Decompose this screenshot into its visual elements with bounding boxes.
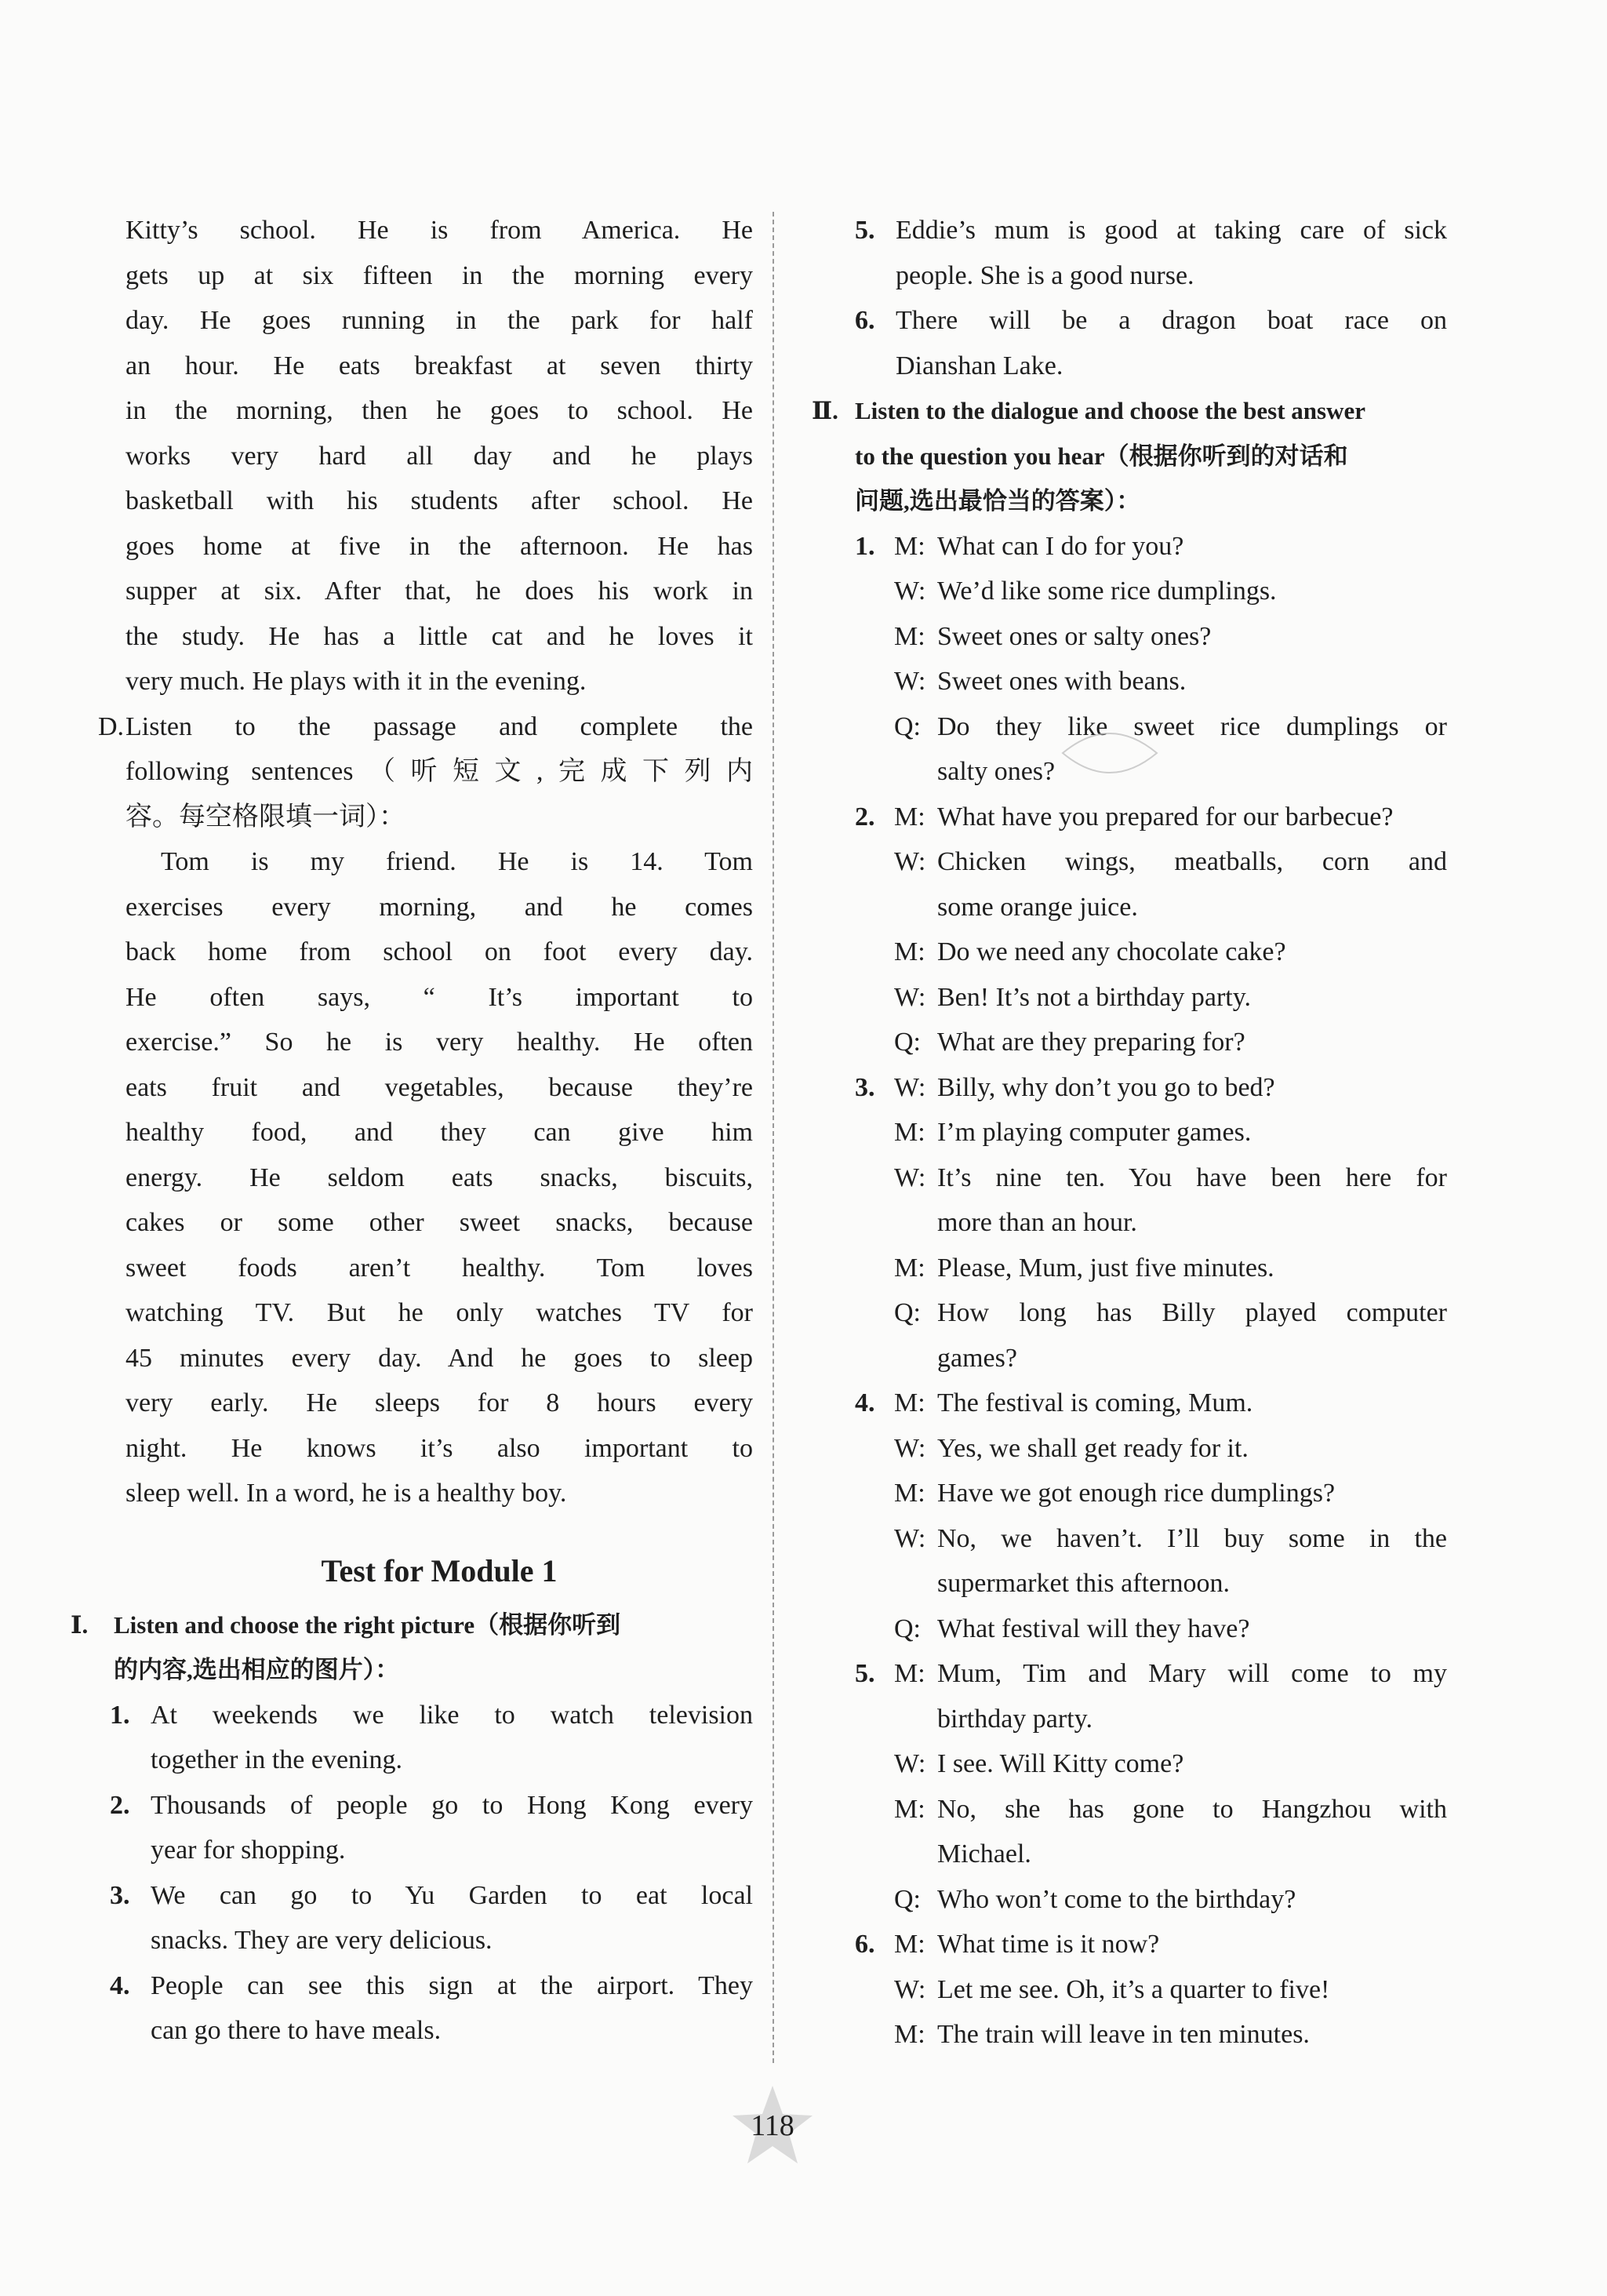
passage-line: cakes or some other sweet snacks, because [125,1208,753,1237]
dialogue-text [894,569,1447,614]
dialogue-text [894,1741,1447,1787]
question-number: 3. [110,1880,130,1910]
passage-line: day. He goes running in the park for half [125,306,753,335]
speaker-label: Q: [894,1614,921,1643]
dialogue-text-line: No, we haven’t. I’ll buy some in the [937,1523,1447,1553]
speaker-label: M: [894,621,925,651]
passage-line: Kitty’s school. He is from America. He [125,216,753,245]
stamp-mark [1055,710,1165,796]
heading-line: Listen to the dialogue and choose the best answer [855,397,1366,424]
dialogue-text-line: No, she has gone to Hangzhou with [937,1794,1447,1824]
dialogue-text [894,839,1447,930]
dialogue-text-line: Please, Mum, just five minutes. [937,1253,1274,1283]
passage-line: the study. He has a little cat and he loves it [125,621,753,651]
dialogue-line [855,1065,1447,1111]
dialogue-line [855,1246,1447,1291]
section-number: Ⅰ. [71,1610,89,1639]
passage-line: gets up at six fifteen in the morning every [125,260,753,290]
dialogue-text-line: We’d like some rice dumplings. [937,577,1277,606]
question-line: Thousands of people go to Hong Kong every [151,1790,753,1820]
dialogue-block [855,1922,1447,2058]
dialogue-text-line: Sweet ones with beans. [937,667,1187,696]
question-item [110,1693,753,1783]
dialogue-line [855,569,1447,614]
dialogue-text-line: What can I do for you? [937,531,1184,561]
dialogue-block [855,795,1447,1065]
question-item [110,1783,753,1873]
dialogue-text-line: The festival is coming, Mum. [937,1388,1253,1417]
dialogue-text-line: more than an hour. [937,1208,1137,1237]
speaker-label: M: [894,531,925,561]
passage-line: in the morning, then he goes to school. He [125,396,753,425]
passage-line: supper at six. After that, he does his work in [125,577,753,606]
passage-line: He often says, “ It’s important to [125,982,753,1012]
speaker-label: W: [894,1072,926,1102]
speaker-label: M: [894,1794,925,1824]
dialogue-line [855,1787,1447,1877]
speaker-label: W: [894,1749,926,1778]
speaker-label: W: [894,982,926,1012]
dialogue-line [855,1471,1447,1516]
passage-line: Tom is my friend. He is 14. Tom [161,847,753,876]
speaker-label: M: [894,1930,925,1959]
part1-items [110,1693,753,2054]
dialogue-line [855,975,1447,1021]
speaker-label: M: [894,1388,925,1417]
heading-line: to the question you hear（根据你听到的对话和 [855,442,1348,470]
question-line: can go there to have meals. [151,2016,442,2045]
dialogue-text-line: What have you prepared for our barbecue? [937,802,1394,831]
question-line: There will be a dragon boat race on [896,306,1447,335]
dialogue-block [855,1381,1447,1651]
speaker-label: M: [894,1118,925,1147]
question-line: At weekends we like to watch television [151,1700,753,1730]
speaker-label: M: [894,2020,925,2049]
dialogue-text [894,2012,1447,2058]
dialogue-line [855,1967,1447,2013]
passage-line: exercise.” So he is very healthy. He often [125,1028,753,1057]
part1-continued-items [855,208,1447,388]
passage-line: works very hard all day and he plays [125,441,753,471]
dialogue-text-line: Chicken wings, meatballs, corn and [937,847,1447,876]
passage-line: 45 minutes every day. And he goes to sleep [125,1343,753,1373]
speaker-label: W: [894,1163,926,1192]
passage-line: very early. He sleeps for 8 hours every [125,1388,753,1417]
dialogue-line [855,1741,1447,1787]
question-item [110,1963,753,2054]
dialogue-text [894,704,1447,795]
speaker-label: M: [894,1659,925,1688]
speaker-label: M: [894,802,925,831]
instruction-line: following sentences（听短文,完成下列内 [125,757,753,786]
dialogue-text-line: Who won’t come to the birthday? [937,1884,1296,1914]
page-number: 118 [751,2109,794,2142]
question-line: together in the evening. [151,1745,403,1774]
page-number-badge [729,2083,816,2169]
dialogue-text-line: I’m playing computer games. [937,1118,1252,1147]
dialogue-text-line: The train will leave in ten minutes. [937,2020,1310,2049]
speaker-label: M: [894,937,925,966]
instruction-line: 容。每空格限填一词）： [125,802,405,831]
speaker-label: Q: [894,1028,921,1057]
dialogue-block [855,1651,1447,1922]
passage-line: back home from school on foot every day. [125,937,753,966]
question-number: 2. [110,1790,130,1820]
section-d [98,704,753,1516]
passage-line: eats fruit and vegetables, because they’re [125,1072,753,1102]
dialogue-text [894,659,1447,704]
section-heading [71,1603,753,1693]
question-number: 1. [110,1700,130,1730]
speaker-label: Q: [894,1298,921,1327]
dialogue-text-line: Do we need any chocolate cake? [937,937,1286,966]
right-column [812,208,1447,2058]
dialogue-line [855,1877,1447,1923]
heading-line: Listen and choose the right picture（根据你听到 [114,1610,621,1639]
dialogue-text-line: supermarket this afternoon. [937,1569,1230,1598]
dialogue-text [894,1877,1447,1923]
dialogue-text [894,1787,1447,1877]
dialogue-text [894,1110,1447,1155]
dialogue-text-line: Let me see. Oh, it’s a quarter to five! [937,1974,1330,2004]
dialogue-text-line: birthday party. [937,1704,1093,1734]
dialogue-text-line: What festival will they have? [937,1614,1250,1643]
left-column [71,208,753,2054]
dialogue-number: 1. [855,531,875,561]
dialogue-text-line: What are they preparing for? [937,1028,1245,1057]
dialogue-text [894,1020,1447,1065]
question-number: 6. [855,306,875,335]
dialogue-line [855,1155,1447,1246]
part2-heading [812,388,1447,524]
dialogue-text [894,1246,1447,1291]
passage-line: healthy food, and they can give him [125,1118,753,1147]
question-number: 4. [110,1970,130,2000]
dialogue-number: 5. [855,1659,875,1688]
dialogue-text-line: Ben! It’s not a birthday party. [937,982,1252,1012]
dialogue-line [855,930,1447,975]
dialogue-text-line: Mum, Tim and Mary will come to my [937,1659,1447,1688]
dialogue-line [855,1922,1447,1967]
dialogue-line [855,1651,1447,1741]
section-heading [812,388,1447,524]
question-line: People can see this sign at the airport. They [151,1970,753,2000]
dialogue-text-line: some orange juice. [937,892,1138,922]
dialogue-text-line: games? [937,1343,1017,1373]
question-number: 5. [855,216,875,245]
dialogue-line [855,1606,1447,1652]
question-line: We can go to Yu Garden to eat local [151,1880,753,1910]
dialogue-text-line: What time is it now? [937,1930,1160,1959]
dialogue-text-line: Michael. [937,1839,1031,1868]
dialogue-number: 3. [855,1072,875,1102]
passage-line: goes home at five in the afternoon. He has [125,531,753,561]
dialogue-text [894,1606,1447,1652]
dialogue-text-line: How long has Billy played computer [937,1298,1447,1327]
column-divider [773,212,774,2063]
passage-line: very much. He plays with it in the evening. [125,667,587,696]
dialogue-text-line: Sweet ones or salty ones? [937,621,1212,651]
dialogue-text [894,795,1447,840]
passage-line: an hour. He eats breakfast at seven thirty [125,351,753,380]
test-title: Test for Module 1 [321,1552,558,1588]
question-item [855,208,1447,298]
passage-line: watching TV. But he only watches TV for [125,1298,753,1327]
speaker-label: W: [894,1974,926,2004]
question-line: people. She is a good nurse. [896,260,1194,290]
speaker-label: W: [894,847,926,876]
dialogue-text [894,930,1447,975]
section-number: Ⅱ. [812,397,838,424]
heading-line: 问题,选出最恰当的答案）： [855,487,1141,515]
speaker-label: W: [894,1433,926,1463]
passage-c [125,208,753,704]
dialogue-text [894,1155,1447,1246]
passage-line: night. He knows it’s also important to [125,1433,753,1463]
speaker-label: W: [894,667,926,696]
dialogue-line [855,1110,1447,1155]
dialogue-text [894,1651,1447,1741]
dialogue-text-line: Do they like sweet rice dumplings or [937,711,1447,741]
dialogue-number: 4. [855,1388,875,1417]
dialogue-text-line: salty ones? [937,757,1056,786]
speaker-label: M: [894,1253,925,1283]
dialogue-text [894,975,1447,1021]
dialogue-line [855,614,1447,660]
dialogue-text [894,614,1447,660]
part1-heading [71,1603,753,1693]
dialogue-text-line: I see. Will Kitty come? [937,1749,1184,1778]
dialogue-line [855,1516,1447,1606]
dialogue-line [855,1290,1447,1381]
question-line: Dianshan Lake. [896,351,1063,380]
question-item [110,1873,753,1963]
dialogue-text [894,1471,1447,1516]
passage-line: sweet foods aren’t healthy. Tom loves [125,1253,753,1283]
speaker-label: Q: [894,1884,921,1914]
speaker-label: W: [894,577,926,606]
heading-line: 的内容,选出相应的图片）： [114,1656,400,1683]
dialogue-line [855,659,1447,704]
question-item [855,298,1447,388]
dialogue-line [855,1381,1447,1426]
dialogue-text-line: Billy, why don’t you go to bed? [937,1072,1275,1102]
section-d-label: D. [98,711,125,741]
passage-line: sleep well. In a word, he is a healthy boy. [125,1479,567,1508]
question-line: snacks. They are very delicious. [151,1926,493,1955]
instruction-line: Listen to the passage and complete the [125,711,753,741]
dialogue-text-line: It’s nine ten. You have been here for [937,1163,1447,1192]
dialogue-text-line: Have we got enough rice dumplings? [937,1479,1336,1508]
passage-line: basketball with his students after school. He [125,486,753,515]
dialogue-text [894,1516,1447,1606]
speaker-label: M: [894,1479,925,1508]
dialogue-line [855,839,1447,930]
dialogue-text [894,1065,1447,1111]
dialogue-text [894,524,1447,569]
dialogue-line [855,2012,1447,2058]
section-d-instruction [98,704,753,840]
dialogue-text [894,1381,1447,1426]
dialogue-number: 6. [855,1930,875,1959]
passage-line: exercises every morning, and he comes [125,892,753,922]
dialogue-text-line: Yes, we shall get ready for it. [937,1433,1249,1463]
question-line: Eddie’s mum is good at taking care of sick [896,216,1447,245]
dialogue-text [894,1290,1447,1381]
speaker-label: Q: [894,711,921,741]
dialogue-line [855,524,1447,569]
dialogue-line [855,1020,1447,1065]
passage-line: energy. He seldom eats snacks, biscuits, [125,1163,753,1192]
dialogue-text [894,1426,1447,1472]
speaker-label: W: [894,1523,926,1553]
section-d-passage [125,839,753,1516]
dialogue-text [894,1922,1447,1967]
dialogue-block [855,1065,1447,1381]
dialogue-line [855,1426,1447,1472]
question-line: year for shopping. [151,1836,346,1865]
dialogue-number: 2. [855,802,875,831]
dialogue-line [855,795,1447,840]
dialogue-text [894,1967,1447,2013]
